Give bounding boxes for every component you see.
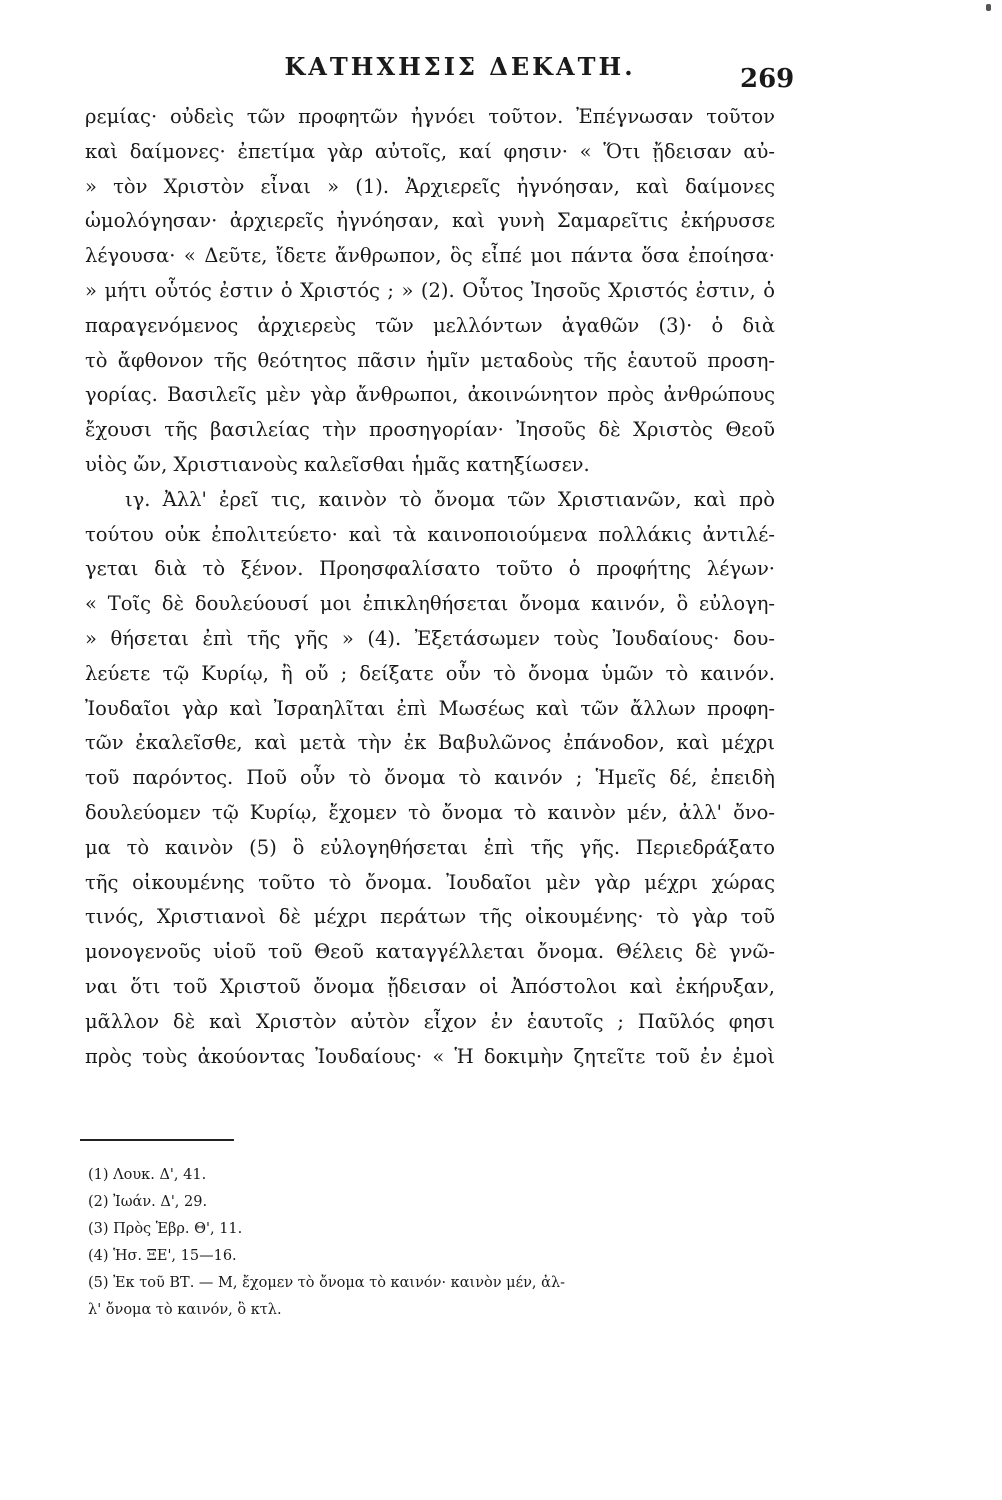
text-line: παραγενόμενος ἀρχιερεὺς τῶν μελλόντων ἀγαθῶν (3)· ὁ διὰ (85, 313, 775, 337)
running-title: ΚΑΤΗΧΗΣΙΣ ΔΕΚΑΤΗ. (284, 52, 636, 81)
text-line: ρεμίας· οὐδεὶς τῶν προφητῶν ἠγνόει τοῦτον. Ἐπέγνωσαν τοῦτον (85, 105, 775, 128)
footnote: (1) Λουκ. Δ', 41. (88, 1167, 207, 1183)
text-line: « Τοῖς δὲ δουλεύουσί μοι ἐπικληθήσεται ὄνομα καινόν, ὃ εὐλογη- (85, 592, 775, 616)
page-number: 269 (740, 64, 795, 94)
ink-speck (986, 4, 991, 11)
footnote-continuation: λ' ὄνομα τὸ καινόν, ὃ κτλ. (88, 1302, 282, 1318)
main-text (85, 100, 775, 1074)
footnote: (4) Ἡσ. ΞΕ', 15—16. (88, 1248, 237, 1264)
text-line: πρὸς τοὺς ἀκούοντας Ἰουδαίους· « Ἡ δοκιμὴν ζητεῖτε τοῦ ἐν ἐμοὶ (85, 1044, 775, 1068)
text-line: ναι ὅτι τοῦ Χριστοῦ ὄνομα ᾔδεισαν οἱ Ἀπόστολοι καὶ ἐκήρυξαν, (85, 974, 775, 998)
text-line: λεύετε τῷ Κυρίῳ, ἢ οὔ ; δείξατε οὖν τὸ ὄνομα ὑμῶν τὸ καινόν. (85, 661, 775, 685)
text-line: τῆς οἰκουμένης τοῦτο τὸ ὄνομα. Ἰουδαῖοι μὲν γὰρ μέχρι χώρας (85, 870, 775, 894)
footnotes (88, 1162, 778, 1324)
paragraph-end-line: υἱὸς ὤν, Χριστιανοὺς καλεῖσθαι ἡμᾶς κατηξίωσεν. (85, 452, 590, 476)
text-line: μᾶλλον δὲ καὶ Χριστὸν αὐτὸν εἶχον ἐν ἑαυτοῖς ; Παῦλός φησι (85, 1009, 775, 1033)
footnote: (3) Πρὸς Ἑβρ. Θ', 11. (88, 1221, 243, 1237)
text-line: Ἰουδαῖοι γὰρ καὶ Ἰσραηλῖται ἐπὶ Μωσέως καὶ τῶν ἄλλων προφη- (85, 696, 775, 720)
text-line: μονογενοῦς υἱοῦ τοῦ Θεοῦ καταγγέλλεται ὄνομα. Θέλεις δὲ γνῶ- (85, 940, 775, 964)
footnote: (5) Ἐκ τοῦ ΒΤ. — Μ, ἔχομεν τὸ ὄνομα τὸ καινόν· καινὸν μέν, ἀλ- (88, 1275, 566, 1291)
footnote-divider (80, 1139, 234, 1141)
text-line: μα τὸ καινὸν (5) ὃ εὐλογηθήσεται ἐπὶ τῆς γῆς. Περιεδράξατο (85, 835, 775, 859)
text-line: τῶν ἐκαλεῖσθε, καὶ μετὰ τὴν ἐκ Βαβυλῶνος ἐπάνοδον, καὶ μέχρι (85, 731, 775, 755)
text-line: τὸ ἄφθονον τῆς θεότητος πᾶσιν ἡμῖν μεταδοὺς τῆς ἑαυτοῦ προση- (85, 348, 775, 372)
text-line: » μήτι οὗτός ἐστιν ὁ Χριστός ; » (2). Οὗτος Ἰησοῦς Χριστός ἐστιν, ὁ (85, 278, 775, 302)
text-line: » θήσεται ἐπὶ τῆς γῆς » (4). Ἐξετάσωμεν τοὺς Ἰουδαίους· δου- (85, 626, 775, 650)
text-line: δουλεύομεν τῷ Κυρίῳ, ἔχομεν τὸ ὄνομα τὸ καινὸν μέν, ἀλλ' ὄνο- (85, 800, 775, 824)
text-line: ὡμολόγησαν· ἀρχιερεῖς ἠγνόησαν, καὶ γυνὴ Σαμαρεῖτις ἐκήρυσσε (85, 209, 775, 233)
text-line: » τὸν Χριστὸν εἶναι » (1). Ἀρχιερεῖς ἠγνόησαν, καὶ δαίμονες (85, 174, 775, 198)
text-line: λέγουσα· « Δεῦτε, ἴδετε ἄνθρωπον, ὃς εἶπέ μοι πάντα ὅσα ἐποίησα· (85, 244, 775, 268)
text-line: ἔχουσι τῆς βασιλείας τὴν προσηγορίαν· Ἰησοῦς δὲ Χριστὸς Θεοῦ (85, 418, 775, 442)
text-line: τοῦ παρόντος. Ποῦ οὖν τὸ ὄνομα τὸ καινόν ; Ἡμεῖς δέ, ἐπειδὴ (85, 766, 775, 790)
text-line: γορίας. Βασιλεῖς μὲν γὰρ ἄνθρωποι, ἀκοινώνητον πρὸς ἀνθρώπους (85, 383, 775, 407)
page-header (0, 52, 1002, 92)
footnote: (2) Ἰωάν. Δ', 29. (88, 1194, 208, 1210)
section-start-line: ιγ. Ἀλλ' ἐρεῖ τις, καινὸν τὸ ὄνομα τῶν Χριστιανῶν, καὶ πρὸ (125, 487, 775, 511)
text-line: γεται διὰ τὸ ξένον. Προησφαλίσατο τοῦτο ὁ προφήτης λέγων· (85, 557, 775, 581)
text-line: καὶ δαίμονες· ἐπετίμα γὰρ αὐτοῖς, καί φησιν· « Ὅτι ᾔδεισαν αὐ- (85, 139, 775, 163)
text-line: τινός, Χριστιανοὶ δὲ μέχρι περάτων τῆς οἰκουμένης· τὸ γὰρ τοῦ (85, 905, 775, 929)
text-line: τούτου οὐκ ἐπολιτεύετο· καὶ τὰ καινοποιούμενα πολλάκις ἀντιλέ- (85, 522, 775, 546)
